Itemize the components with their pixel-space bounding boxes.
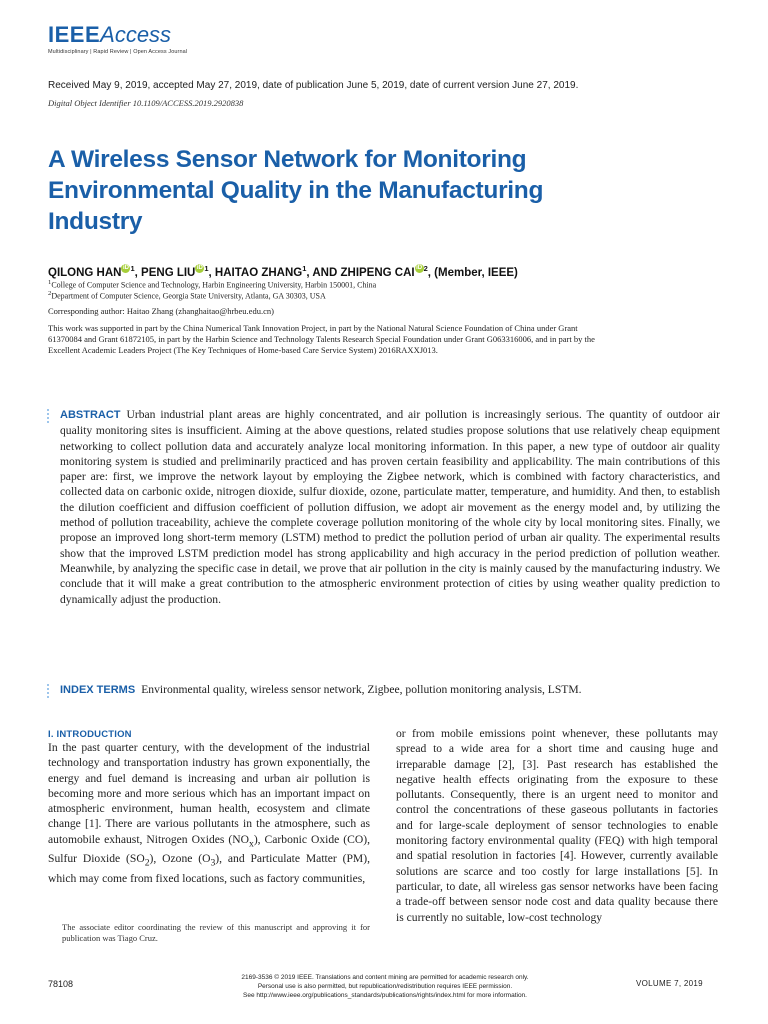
section-marker-icon [46, 684, 52, 700]
author-affil-sup: 1 [130, 264, 135, 273]
section-heading: I. INTRODUCTION [48, 729, 132, 740]
author-name: AND ZHIPENG CAI [312, 266, 415, 279]
journal-name: Access [100, 22, 172, 47]
author-affil-sup: 1 [204, 264, 209, 273]
abstract-text: Urban industrial plant areas are highly concentrated, and air pollution is increasingly serious. The quantity of outdoor air quality monitoring sites is insufficient. Aiming at the above questions, related studies propose solutions that use relatively cheap equipment networking to collect pollution data and accurately analyze local monitoring information. In this paper, a new type of outdoor air quality monitoring system is studied and preliminarily practiced and has proven certain feasibility and applicability. The main contributions of this paper are: first, we improve the network layout by employing the Zigbee network, which is combined with factory characteristics, and collected data on carbonic oxide, nitrogen dioxide, sulfur dioxide, ozone, particulate matter, temperature, and humidity. And then, to establish the dilution coefficient and diffusion coefficient of pollution diffusion, we adopt air movement as the energy model and, by utilizing the method of pollution traceability, achieve the complete coverage pollution monitoring of the whole city by local monitoring sites. Finally, we propose an improved long short-term memory (LSTM) method to predict the pollution period of urban air quality. The experimental results show that the improved LSTM prediction model has strong applicability and high accuracy in the period prediction of pollution weather. Meanwhile, by analyzing the specific case in detail, we prove that air pollution in the city is mainly caused by the manufacturing industry. We conclude that it will make a great contribution to the atmospheric environment protection of cities by using weather quality prediction to dynamically adjust the production. [60, 408, 720, 606]
abstract [60, 407, 720, 607]
editor-footnote: The associate editor coordinating the review of this manuscript and approving it for publication was Tiago Cruz. [62, 922, 370, 943]
journal-tagline: Multidisciplinary | Rapid Review | Open Access Journal [48, 49, 188, 55]
author-name: PENG LIU [141, 266, 196, 279]
index-terms [60, 682, 720, 698]
author-suffix: (Member, IEEE) [434, 266, 518, 279]
index-terms-text: Environmental quality, wireless sensor network, Zigbee, pollution monitoring analysis, LSTM. [141, 683, 582, 696]
abstract-label: ABSTRACT [60, 409, 121, 421]
journal-brand: IEEE [48, 22, 101, 47]
paper-title: A Wireless Sensor Network for Monitoring Environmental Quality in the Manufacturing Industry [48, 146, 544, 235]
column-right [396, 726, 718, 925]
page-number: 78108 [48, 979, 74, 989]
index-terms-label: INDEX TERMS [60, 684, 136, 696]
column-left [48, 729, 370, 886]
author-affil-sup: 2 [423, 264, 428, 273]
orcid-icon[interactable]: iD [122, 265, 129, 271]
section-marker-icon [46, 409, 52, 425]
copyright-notice: 2169-3536 © 2019 IEEE. Translations and content mining are permitted for academic research only. Personal use is also permitted, but republication/redistribution requires IEEE permission. See http://www.ieee.org/publications_standards/publications/rights/index.html for more information. [170, 973, 600, 1000]
author-list: QILONG HAN iD $^1$, PENG LIU iD $^1$, HAITAO ZHANG$^1$, AND ZHIPENG CAI iD $^2$, (Member, IEEE) [48, 264, 518, 279]
rights-link[interactable]: See http://www.ieee.org/publications_standards/publications/rights/index.html for more information. [243, 992, 527, 999]
doi: Digital Object Identifier 10.1109/ACCESS.2019.2920838 [48, 98, 244, 108]
received-dates: Received May 9, 2019, accepted May 27, 2019, date of publication June 5, 2019, date of current version June 27, 2019. [48, 80, 579, 91]
author-name: QILONG HAN [48, 266, 122, 279]
corresponding-author: Corresponding author: Haitao Zhang (zhanghaitao@hrbeu.edu.cn) [48, 306, 274, 316]
funding-statement: This work was supported in part by the China Numerical Tank Innovation Project, in part by the National Natural Science Foundation of China under Grant 61370084 and Grant 61872105, in part by the Harbin Science and Technology Talents Research Special Foundation under Grant G063316006, and in part by the Excellent Academic Leaders Project (The Key Techniques of Home-based Care Service System) 2016RAXXJ013. [48, 323, 595, 355]
body-paragraph: or from mobile emissions point whenever, these pollutants may spread to a wide area for a short time and causing huge and irreparable damage [2], [3]. Past research has established the negative health effects originating from the exposure to these pollutants. Consequently, there is an urgent need to monitor and control the concentrations of these gaseous pollutants in factories and for large-scale deployment of sensor technologies to enable monitoring factory environmental quality (FEQ) with high temporal and spatial resolution in factories [4]. However, currently available solutions are scarce and too costly for large installations [5]. In particular, to date, all wireless gas sensor networks have been facing a trade-off between sensor node cost and data quality because there is currently no suitable, low-cost technology [396, 727, 718, 924]
orcid-icon[interactable]: iD [416, 265, 423, 271]
affiliation: $^1$College of Computer Science and Technology, Harbin Engineering University, Harbin 150001, China [48, 279, 377, 290]
orcid-icon[interactable]: iD [196, 265, 203, 271]
author-name: HAITAO ZHANG [214, 266, 303, 279]
author-affil-sup: 1 [302, 264, 307, 273]
affiliation: $^2$Department of Computer Science, Georgia State University, Atlanta, GA 30303, USA [48, 290, 326, 301]
body-paragraph: In the past quarter century, with the development of the industrial technology and transportation industry has grown exponentially, the energy and fuel demand is increasing and urban air pollution is becoming more and more serious which has an important impact on atmospheric environment, human health, ecosystem and climate change [1]. There are various pollutants in the atmosphere, such as automobile exhaust, Nitrogen Oxides $(NO_x)$, Carbonic Oxide (CO), Sulfur Dioxide $(SO_2)$, Ozone $(O_3)$, and Particulate Matter (PM), which may come from fixed locations, such as factory communities, [48, 741, 371, 885]
journal-logo [48, 22, 187, 55]
volume-label: VOLUME 7, 2019 [636, 979, 703, 988]
